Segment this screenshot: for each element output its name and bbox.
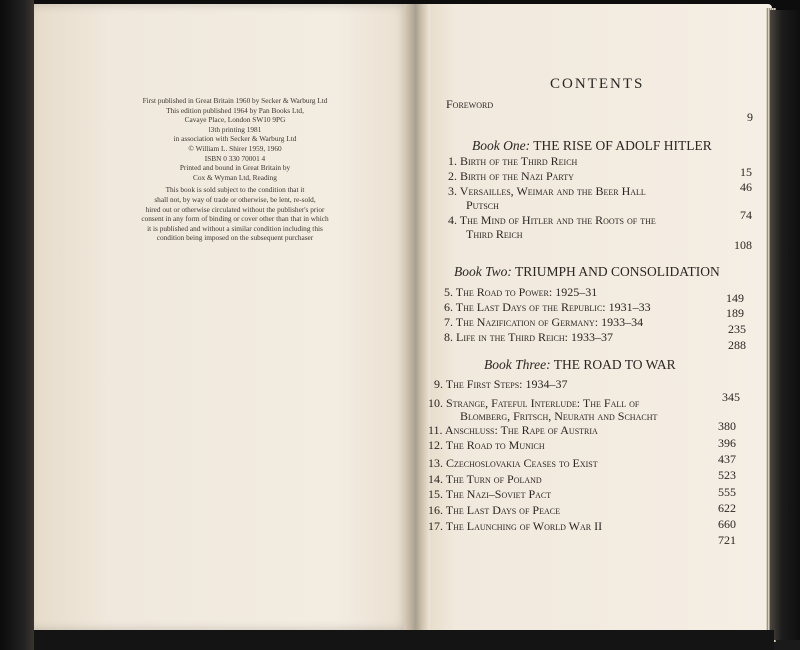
chapter-number: 1. <box>448 154 457 168</box>
chapter-entry <box>448 154 577 169</box>
chapter-entry <box>444 315 643 330</box>
chapter-page-number: 660 <box>718 517 736 531</box>
book-one-heading <box>472 138 712 154</box>
notice-line: This book is sold subject to the condition that it <box>165 185 305 195</box>
chapter-page-number: 74 <box>740 208 752 222</box>
chapter-entry <box>448 169 574 184</box>
chapter-page-number: 622 <box>718 501 736 515</box>
chapter-entry <box>428 456 598 471</box>
chapter-number: 10. <box>428 396 443 410</box>
book-two-heading <box>454 264 720 280</box>
chapter-entry <box>434 377 567 392</box>
chapter-page-number: 380 <box>718 419 736 433</box>
chapter-number: 15. <box>428 487 443 501</box>
book-label: Book Three: <box>484 357 551 372</box>
scan-border-left <box>0 0 34 650</box>
chapter-number: 8. <box>444 330 453 344</box>
chapter-title: Birth of the Third Reich <box>460 154 578 168</box>
chapter-page-number: 149 <box>726 291 744 305</box>
chapter-entry <box>448 213 656 228</box>
imprint-line: Printed and bound in Great Britain by <box>179 163 291 173</box>
chapter-page-number: 396 <box>718 436 736 450</box>
foreword-entry: Foreword <box>446 97 494 111</box>
chapter-page-number: 288 <box>728 338 746 352</box>
chapter-page-number: 15 <box>740 165 752 179</box>
notice-line: consent in any form of binding or cover other than that in which <box>141 214 329 224</box>
chapter-title-continued: Putsch <box>466 198 499 212</box>
notice-line: hired out or otherwise circulated without the publisher's prior <box>145 204 325 214</box>
chapter-entry <box>428 519 602 534</box>
chapter-title: Strange, Fateful Interlude: The Fall of <box>446 396 640 410</box>
imprint-line: ISBN 0 330 70001 4 <box>204 153 266 163</box>
chapter-entry <box>428 438 545 453</box>
chapter-number: 11. <box>428 423 443 437</box>
chapter-title-continued: Third Reich <box>466 227 523 241</box>
chapter-entry <box>444 330 613 345</box>
chapter-title: The Mind of Hitler and the Roots of the <box>459 213 656 227</box>
chapter-number: 17. <box>428 519 443 533</box>
book-title: THE RISE OF ADOLF HITLER <box>533 138 712 153</box>
notice-line: it is published and without a similar condition including this <box>147 223 323 233</box>
chapter-title: Versailles, Weimar and the Beer Hall <box>459 184 646 198</box>
chapter-page-number: 189 <box>726 306 744 320</box>
book-title: THE ROAD TO WAR <box>553 357 676 372</box>
chapter-entry <box>444 300 651 315</box>
chapter-number: 14. <box>428 472 443 486</box>
chapter-entry <box>428 487 551 502</box>
chapter-number: 2. <box>448 169 457 183</box>
chapter-number: 3. <box>448 184 457 198</box>
chapter-title: The First Steps: 1934–37 <box>445 377 568 391</box>
chapter-entry <box>428 472 542 487</box>
chapter-entry <box>444 285 597 300</box>
copyright-imprint <box>120 96 350 243</box>
notice-line: shall not, by way of trade or otherwise, be lent, re-sold, <box>154 194 316 204</box>
chapter-entry <box>428 503 560 518</box>
chapter-page-number: 46 <box>740 180 752 194</box>
chapter-title: The Launching of World War II <box>445 519 603 533</box>
chapter-entry <box>428 423 598 438</box>
chapter-title: The Last Days of the Republic: 1931–33 <box>455 300 651 314</box>
chapter-page-number: 523 <box>718 468 736 482</box>
chapter-title: Anschluss: The Rape of Austria <box>444 423 598 437</box>
book-title: TRIUMPH AND CONSOLIDATION <box>515 264 720 279</box>
chapter-page-number: 555 <box>718 485 736 499</box>
chapter-number: 12. <box>428 438 443 452</box>
imprint-line: This edition published 1964 by Pan Books Ltd, <box>166 105 304 115</box>
chapter-number: 6. <box>444 300 453 314</box>
foreword-page-number: 9 <box>747 110 753 124</box>
chapter-page-number: 345 <box>722 390 740 404</box>
chapter-title: The Turn of Poland <box>445 472 542 486</box>
notice-line: condition being imposed on the subsequent purchaser <box>156 233 314 243</box>
chapter-title: The Nazi–Soviet Pact <box>445 487 552 501</box>
chapter-page-number: 108 <box>734 238 752 252</box>
chapter-title: Life in the Third Reich: 1933–37 <box>456 330 613 344</box>
imprint-line: in association with Secker & Warburg Ltd <box>173 134 297 144</box>
chapter-number: 7. <box>444 315 453 329</box>
book-label: Book One: <box>472 138 531 153</box>
chapter-number: 16. <box>428 503 443 517</box>
book-label: Book Two: <box>454 264 512 279</box>
chapter-title: Birth of the Nazi Party <box>460 169 574 183</box>
chapter-number: 4. <box>448 213 457 227</box>
imprint-line: Cox & Wyman Ltd, Reading <box>193 172 277 182</box>
chapter-entry <box>448 184 646 199</box>
imprint-line: © William L. Shirer 1959, 1960 <box>188 143 282 153</box>
chapter-page-number: 437 <box>718 452 736 466</box>
chapter-title: The Nazification of Germany: 1933–34 <box>455 315 644 329</box>
chapter-number: 13. <box>428 456 443 470</box>
chapter-title-continued: Blomberg, Fritsch, Neurath and Schacht <box>460 409 658 423</box>
chapter-title: Czechoslovakia Ceases to Exist <box>446 456 598 470</box>
imprint-line: Cavaye Place, London SW10 9PG <box>184 115 286 125</box>
contents-title: CONTENTS <box>550 76 645 92</box>
chapter-page-number: 235 <box>728 322 746 336</box>
table-of-contents <box>420 0 772 626</box>
imprint-line: First published in Great Britain 1960 by Secker & Warburg Ltd <box>142 96 328 105</box>
chapter-number: 9. <box>434 377 443 391</box>
scan-border-bottom <box>34 630 774 650</box>
scan-border-right <box>770 10 800 640</box>
chapter-number: 5. <box>444 285 453 299</box>
imprint-line: l3th printing 1981 <box>208 124 262 134</box>
chapter-title: The Road to Power: 1925–31 <box>455 285 598 299</box>
sale-condition-notice <box>120 185 350 243</box>
chapter-page-number: 721 <box>718 533 736 547</box>
chapter-title: The Road to Munich <box>445 438 545 452</box>
chapter-title: The Last Days of Peace <box>445 503 560 517</box>
book-three-heading <box>484 357 676 373</box>
